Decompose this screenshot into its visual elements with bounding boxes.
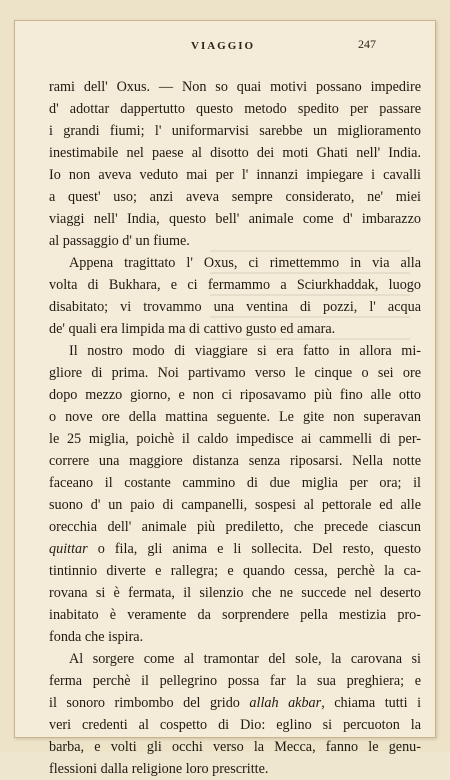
running-title: VIAGGIO xyxy=(191,40,256,52)
text-line: volta di Bukhara, e ci fermammo a Sciurkhaddak, luogo xyxy=(49,277,421,293)
text-line: Al sorgere come al tramontar del sole, la carovana si xyxy=(69,651,421,667)
text-line: al passaggio d' un fiume. xyxy=(49,233,190,249)
text-line: rami dell' Oxus. — Non so quai motivi possano impedire xyxy=(49,79,421,95)
paragraph xyxy=(49,252,421,340)
text-line: inabitato è veramente da sorprendere pella mestizia pro- xyxy=(49,607,421,623)
paragraph xyxy=(49,648,421,780)
text-line: quittar o fila, gli anima e li sollecita. Del resto, questo xyxy=(49,541,421,557)
text-line: d' adottar dappertutto questo metodo spedito per passare xyxy=(49,101,421,117)
text-line: flessioni dalla religione loro prescritte. xyxy=(49,761,269,777)
text-line: a quest' uso; anzi aveva sempre considerato, ne' miei xyxy=(49,189,421,205)
text-line: fonda che ispira. xyxy=(49,629,144,645)
text-line: veri credenti al cospetto di Dio: eglino si percuoton la xyxy=(49,717,421,733)
text-line: correre una maggiore distanza senza riposarsi. Nella notte xyxy=(49,453,421,469)
body-text xyxy=(49,76,421,780)
text-line: barba, e volti gli occhi verso la Mecca, fanno le genu- xyxy=(49,739,421,755)
text-line: dopo mezzo giorno, e non ci riposavamo più fino alle otto xyxy=(49,387,421,403)
page-header xyxy=(0,37,450,60)
text-line: i grandi fiumi; l' uniformarvisi sarebbe un miglioramento xyxy=(49,123,421,139)
text-line: suono d' un paio di campanelli, sospesi al pettorale ed alle xyxy=(49,497,421,513)
paragraph xyxy=(49,76,421,252)
text-line: Io non aveva veduto mai per l' innanzi impiegare i cavalli xyxy=(49,167,421,183)
text-line: Il nostro modo di viaggiare si era fatto in allora mi- xyxy=(69,343,421,359)
text-line: tintinnio diverte e rallegra; e quando cessa, perchè la ca- xyxy=(49,563,421,579)
text-line: Appena tragittato l' Oxus, ci rimettemmo in via alla xyxy=(69,255,421,271)
text-line: viaggi nell' India, questo bell' animale come d' imbarazzo xyxy=(49,211,421,227)
text-line: faceano il costante cammino di due miglia per ora; il xyxy=(49,475,421,491)
text-line: de' quali era limpida ma di cattivo gusto ed amara. xyxy=(49,321,336,337)
page-number: 247 xyxy=(358,37,376,51)
text-line: gliore di prima. Noi partivamo verso le cinque o sei ore xyxy=(49,365,421,381)
text-line: o nove ore della mattina seguente. Le gite non superavan xyxy=(49,409,421,425)
text-line: ferma perchè il pellegrino possa far la sua preghiera; e xyxy=(49,673,421,689)
text-line: le 25 miglia, poichè il caldo impedisce ai cammelli di per- xyxy=(49,431,421,447)
text-line: rovana si è fermata, il silenzio che ne succede nel deserto xyxy=(49,585,421,601)
text-line: orecchia dell' animale più prediletto, che precede ciascun xyxy=(49,519,421,535)
text-line: il sonoro rimbombo del grido allah akbar, chiama tutti i xyxy=(49,695,422,711)
text-line: inestimabile nel paese al disotto dei moti Ghati nell' India. xyxy=(49,145,421,161)
paragraph xyxy=(49,340,421,648)
text-line: disabitato; vi trovammo una ventina di pozzi, l' acqua xyxy=(49,299,421,315)
